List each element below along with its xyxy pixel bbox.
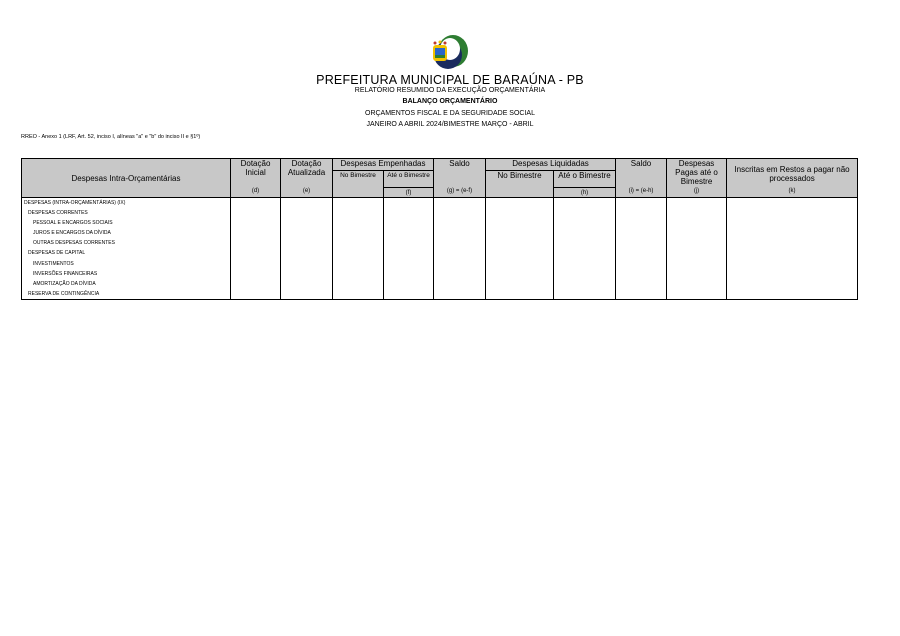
table-cell — [384, 238, 434, 248]
row-label: DESPESAS (INTRA-ORÇAMENTÁRIAS) (IX) — [22, 198, 231, 209]
table-cell — [486, 238, 554, 248]
table-cell — [231, 198, 281, 209]
header-despesas — [22, 159, 231, 198]
table-cell — [281, 248, 333, 258]
table-cell — [384, 269, 434, 279]
table-cell — [667, 198, 727, 209]
header-saldo-2 — [616, 159, 667, 198]
table-cell — [554, 279, 616, 289]
table-cell — [727, 279, 858, 289]
header-dotacao-atualizada-label: Dotação Atualizada — [287, 159, 326, 177]
table-cell — [727, 228, 858, 238]
page-title: PREFEITURA MUNICIPAL DE BARAÚNA - PB — [316, 73, 584, 87]
table-cell — [727, 218, 858, 228]
table-cell — [231, 228, 281, 238]
row-label: INVERSÕES FINANCEIRAS — [22, 269, 231, 279]
table-cell — [667, 269, 727, 279]
table-row — [22, 279, 858, 289]
subheader-no-bimestre-1-label: No Bimestre — [340, 172, 376, 179]
code-k: (k) — [788, 188, 796, 194]
table-cell — [486, 269, 554, 279]
table-cell — [434, 289, 486, 300]
table-cell — [384, 208, 434, 218]
table-body — [22, 198, 858, 300]
table-cell — [554, 198, 616, 209]
municipal-logo — [426, 33, 472, 71]
table-row — [22, 228, 858, 238]
table-cell — [554, 289, 616, 300]
subheader-ate-bimestre-2: Até o Bimestre — [554, 171, 616, 188]
table-cell — [281, 208, 333, 218]
code-h-cell: (h) — [554, 188, 616, 198]
table-cell — [384, 289, 434, 300]
table-cell — [554, 259, 616, 269]
table-cell — [486, 289, 554, 300]
table-cell — [434, 248, 486, 258]
table-cell — [554, 208, 616, 218]
table-cell — [616, 218, 667, 228]
table-cell — [727, 248, 858, 258]
table-cell — [727, 208, 858, 218]
table-cell — [384, 198, 434, 209]
table-cell — [333, 269, 384, 279]
table-cell — [616, 238, 667, 248]
code-i: (i) = (e-h) — [628, 188, 654, 194]
subheader-no-bimestre-1 — [333, 171, 384, 198]
table-row — [22, 259, 858, 269]
table-row — [22, 198, 858, 209]
table-cell — [281, 289, 333, 300]
header-despesas-pagas-label: Despesas Pagas até o Bimestre — [675, 159, 718, 186]
table-cell — [434, 269, 486, 279]
table-cell — [486, 208, 554, 218]
table-cell — [384, 259, 434, 269]
table-cell — [667, 279, 727, 289]
subheader-ate-bimestre-1: Até o Bimestre — [384, 171, 434, 188]
code-f-cell: (f) — [384, 188, 434, 198]
table-row — [22, 248, 858, 258]
table-cell — [231, 279, 281, 289]
code-e: (e) — [302, 188, 311, 194]
table-cell — [616, 259, 667, 269]
table-cell — [616, 228, 667, 238]
table-cell — [486, 228, 554, 238]
code-g: (g) = (e-f) — [446, 188, 473, 194]
header-despesas-liquidadas: Despesas Liquidadas — [486, 159, 616, 171]
table-cell — [486, 279, 554, 289]
table-cell — [667, 248, 727, 258]
header-dotacao-inicial-label: Dotação Inicial — [240, 159, 271, 177]
table-cell — [281, 228, 333, 238]
table-cell — [333, 279, 384, 289]
table-cell — [554, 218, 616, 228]
row-label: OUTRAS DESPESAS CORRENTES — [22, 238, 231, 248]
report-scope: ORÇAMENTOS FISCAL E DA SEGURIDADE SOCIAL — [365, 110, 535, 117]
table-row — [22, 238, 858, 248]
table-cell — [667, 208, 727, 218]
table-cell — [384, 248, 434, 258]
table-cell — [667, 259, 727, 269]
table-row — [22, 218, 858, 228]
table-cell — [434, 218, 486, 228]
table-cell — [727, 198, 858, 209]
table-cell — [554, 238, 616, 248]
header-dotacao-atualizada — [281, 159, 333, 198]
subheader-no-bimestre-2-label: No Bimestre — [497, 171, 542, 180]
table-cell — [281, 218, 333, 228]
table-cell — [434, 198, 486, 209]
table-cell — [231, 269, 281, 279]
header-saldo-1-label: Saldo — [449, 159, 470, 168]
header-restos-a-pagar — [727, 159, 858, 198]
header-despesas-pagas — [667, 159, 727, 198]
table-cell — [616, 269, 667, 279]
table-cell — [616, 198, 667, 209]
table-cell — [231, 218, 281, 228]
table-cell — [434, 208, 486, 218]
row-label: JUROS E ENCARGOS DA DÍVIDA — [22, 228, 231, 238]
table-cell — [727, 269, 858, 279]
row-label: AMORTIZAÇÃO DA DÍVIDA — [22, 279, 231, 289]
header-despesas-label: Despesas Intra-Orçamentárias — [71, 173, 181, 183]
table-cell — [333, 208, 384, 218]
table-cell — [333, 289, 384, 300]
table-cell — [231, 208, 281, 218]
header-saldo-1 — [434, 159, 486, 198]
table-cell — [667, 289, 727, 300]
intra-budget-expenses-table — [21, 158, 858, 300]
table-cell — [667, 218, 727, 228]
table-cell — [434, 259, 486, 269]
row-label: INVESTIMENTOS — [22, 259, 231, 269]
table-cell — [434, 238, 486, 248]
table-cell — [281, 238, 333, 248]
report-name: RELATÓRIO RESUMIDO DA EXECUÇÃO ORÇAMENTÁRIA — [354, 87, 546, 94]
table-cell — [486, 218, 554, 228]
header-dotacao-inicial — [231, 159, 281, 198]
table-cell — [384, 279, 434, 289]
table-cell — [281, 279, 333, 289]
table-cell — [554, 248, 616, 258]
code-d: (d) — [251, 188, 260, 194]
table-cell — [231, 289, 281, 300]
header-despesas-empenhadas: Despesas Empenhadas — [333, 159, 434, 171]
table-cell — [727, 238, 858, 248]
table-cell — [554, 269, 616, 279]
table-row — [22, 269, 858, 279]
table-cell — [333, 248, 384, 258]
row-label: DESPESAS CORRENTES — [22, 208, 231, 218]
table-cell — [333, 198, 384, 209]
table-cell — [434, 228, 486, 238]
table-cell — [231, 248, 281, 258]
table-cell — [616, 248, 667, 258]
report-period: JANEIRO A ABRIL 2024/BIMESTRE MARÇO - ABRIL — [366, 121, 534, 128]
table-cell — [727, 289, 858, 300]
table-cell — [384, 218, 434, 228]
table-cell — [667, 238, 727, 248]
table-cell — [667, 228, 727, 238]
table-cell — [333, 228, 384, 238]
table-row — [22, 208, 858, 218]
table-cell — [333, 218, 384, 228]
table-cell — [281, 269, 333, 279]
table-cell — [384, 228, 434, 238]
annex-reference: RREO - Anexo 1 (LRF, Art. 52, inciso I, alíneas "a" e "b" do inciso II e §1º) — [21, 134, 201, 140]
table-cell — [616, 208, 667, 218]
table-cell — [616, 279, 667, 289]
table-cell — [486, 259, 554, 269]
table-row — [22, 289, 858, 300]
header-restos-label: Inscritas em Restos a pagar não processados — [734, 165, 850, 183]
table-cell — [727, 259, 858, 269]
table-cell — [281, 198, 333, 209]
table-cell — [486, 248, 554, 258]
row-label: RESERVA DE CONTINGÊNCIA — [22, 289, 231, 300]
table-cell — [434, 279, 486, 289]
code-j: (j) — [693, 188, 700, 194]
table-cell — [333, 259, 384, 269]
row-label: PESSOAL E ENCARGOS SOCIAIS — [22, 218, 231, 228]
row-label: DESPESAS DE CAPITAL — [22, 248, 231, 258]
table-cell — [231, 238, 281, 248]
table-cell — [231, 259, 281, 269]
table-cell — [486, 198, 554, 209]
table-cell — [333, 238, 384, 248]
table-cell — [281, 259, 333, 269]
report-subtitle: BALANÇO ORÇAMENTÁRIO — [402, 98, 498, 105]
subheader-no-bimestre-2 — [486, 171, 554, 198]
table-cell — [554, 228, 616, 238]
table-cell — [616, 289, 667, 300]
header-saldo-2-label: Saldo — [630, 159, 652, 168]
